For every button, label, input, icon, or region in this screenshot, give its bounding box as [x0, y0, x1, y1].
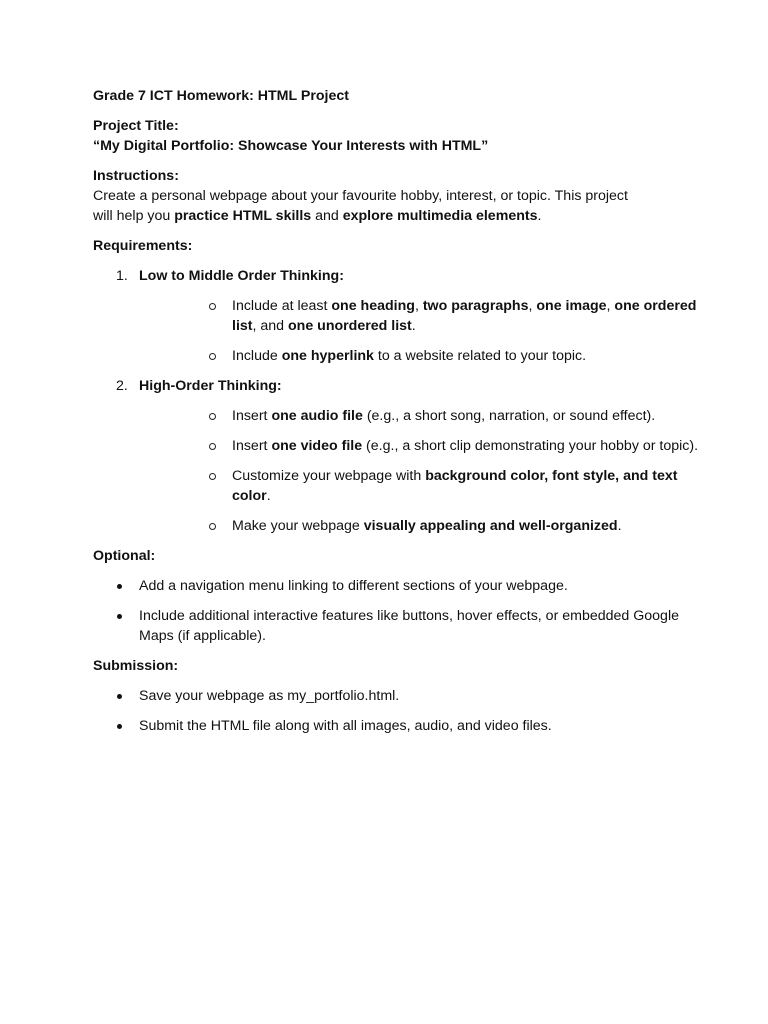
- subitem-line: [232, 296, 732, 316]
- list-item: [93, 606, 679, 646]
- document-page: [93, 86, 699, 736]
- list-item: [93, 716, 679, 736]
- circle-bullet-icon: [209, 303, 216, 310]
- bullet-icon: [117, 584, 122, 589]
- instructions-text: and: [311, 208, 343, 224]
- text: Insert: [232, 438, 272, 454]
- text: ,: [528, 298, 537, 314]
- text: .: [617, 518, 622, 534]
- list-item: [93, 576, 679, 596]
- text: Make your webpage: [232, 518, 364, 534]
- emphasis: two paragraphs: [422, 298, 529, 314]
- text: Include at least: [232, 298, 332, 314]
- text: .: [411, 318, 416, 334]
- emphasis: one heading: [331, 298, 415, 314]
- project-title: “My Digital Portfolio: Showcase Your Interests with HTML”: [93, 138, 489, 154]
- text: (e.g., a short clip demonstrating your hobby or topic).: [362, 438, 699, 454]
- optional-label: Optional:: [93, 548, 156, 564]
- emphasis: one video file: [271, 438, 363, 454]
- instructions-emphasis-multimedia: explore multimedia elements: [342, 208, 538, 224]
- subitem: [139, 296, 732, 336]
- circle-bullet-icon: [209, 413, 216, 420]
- requirement-subitems: [139, 406, 699, 536]
- subitem: [139, 406, 732, 426]
- requirement-item-1: [93, 266, 697, 366]
- emphasis: one unordered list: [288, 318, 412, 334]
- subitem: [139, 466, 732, 506]
- circle-bullet-icon: [209, 353, 216, 360]
- list-item: [93, 686, 679, 706]
- text: ,: [414, 298, 423, 314]
- emphasis: one image: [536, 298, 607, 314]
- text: .: [266, 488, 271, 504]
- subitem-line: [232, 406, 732, 426]
- circle-bullet-icon: [209, 443, 216, 450]
- subitem-line: [232, 466, 732, 486]
- requirement-title: High-Order Thinking:: [139, 378, 282, 394]
- instructions-text: .: [537, 208, 542, 224]
- list-item-text: Submit the HTML file along with all images, audio, and video files.: [139, 718, 552, 734]
- optional-list: [93, 576, 693, 646]
- document-heading: Grade 7 ICT Homework: HTML Project: [93, 88, 349, 104]
- requirement-item-2: [93, 376, 699, 536]
- circle-bullet-icon: [209, 473, 216, 480]
- list-number: 2.: [116, 378, 128, 394]
- text: Include: [232, 348, 282, 364]
- requirements-label: Requirements:: [93, 238, 193, 254]
- instructions-line-1: Create a personal webpage about your favourite hobby, interest, or topic. This project: [93, 188, 628, 204]
- subitem-line: [232, 516, 732, 536]
- subitem-line: [232, 436, 732, 456]
- emphasis: background color, font style, and text: [425, 468, 678, 484]
- requirement-subitems: [139, 296, 697, 366]
- subitem-line: [232, 486, 732, 506]
- emphasis: color: [232, 488, 267, 504]
- bullet-icon: [117, 694, 122, 699]
- list-item-text: Include additional interactive features like buttons, hover effects, or embedded Google Maps (if applicable).: [139, 608, 679, 644]
- bullet-icon: [117, 614, 122, 619]
- instructions-line-2: [93, 206, 693, 226]
- text: Insert: [232, 408, 272, 424]
- list-item-text: Add a navigation menu linking to different sections of your webpage.: [139, 578, 568, 594]
- emphasis: list: [232, 318, 253, 334]
- submission-label: Submission:: [93, 658, 179, 674]
- subitem: [139, 346, 732, 366]
- text: , and: [252, 318, 288, 334]
- subitem-line: [232, 316, 732, 336]
- subitem: [139, 516, 732, 536]
- submission-list: [93, 686, 693, 736]
- subitem: [139, 436, 732, 456]
- circle-bullet-icon: [209, 523, 216, 530]
- text: ,: [606, 298, 615, 314]
- requirement-title: Low to Middle Order Thinking:: [139, 268, 344, 284]
- instructions-text: will help you: [93, 208, 175, 224]
- emphasis: visually appealing and well-organized: [363, 518, 618, 534]
- subitem-line: [232, 346, 732, 366]
- emphasis: one ordered: [614, 298, 697, 314]
- instructions-emphasis-html-skills: practice HTML skills: [174, 208, 312, 224]
- list-number: 1.: [116, 268, 128, 284]
- list-item-text: Save your webpage as my_portfolio.html.: [139, 688, 400, 704]
- bullet-icon: [117, 724, 122, 729]
- text: to a website related to your topic.: [373, 348, 587, 364]
- emphasis: one hyperlink: [281, 348, 374, 364]
- project-title-label: Project Title:: [93, 118, 179, 134]
- text: Customize your webpage with: [232, 468, 426, 484]
- emphasis: one audio file: [271, 408, 363, 424]
- text: (e.g., a short song, narration, or sound effect).: [362, 408, 656, 424]
- instructions-label: Instructions:: [93, 168, 179, 184]
- requirements-list: [93, 266, 699, 536]
